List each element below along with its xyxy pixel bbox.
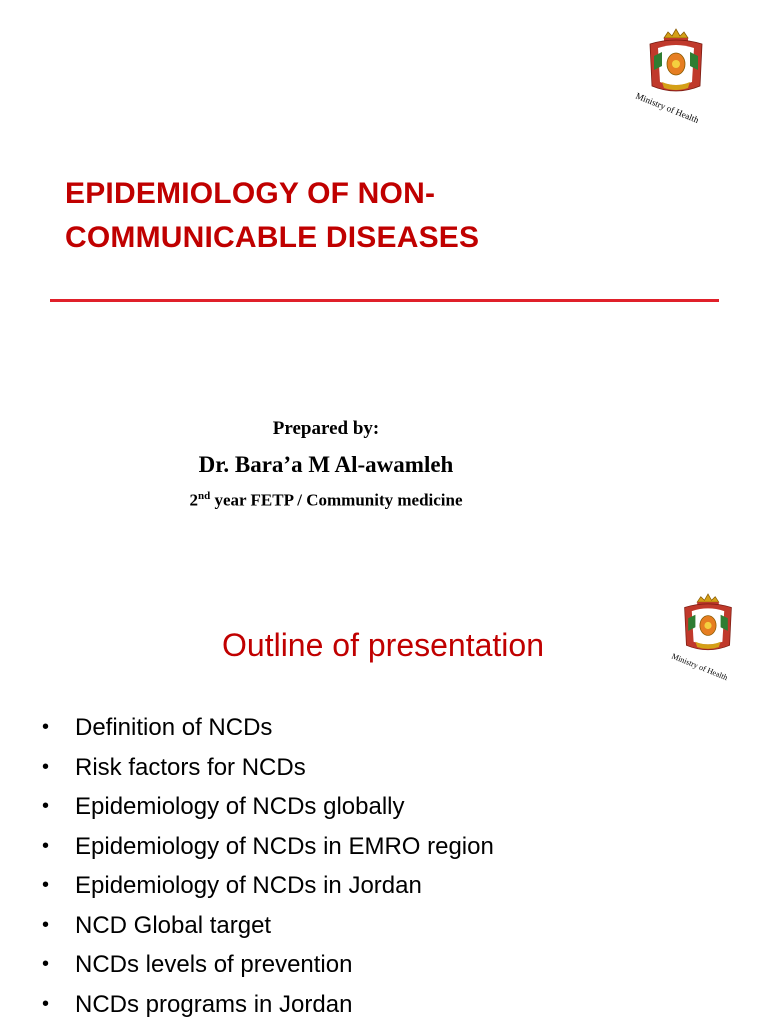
title-line-2: COMMUNICABLE DISEASES [65,221,480,254]
bullet-icon: • [42,716,50,738]
list-item: • Epidemiology of NCDs in EMRO region [40,827,494,867]
bullet-icon: • [42,874,50,896]
list-item: • Definition of NCDs [40,708,494,748]
title-line-1: EPIDEMIOLOGY OF NON- [65,177,436,210]
list-item: • Epidemiology of NCDs in Jordan [40,866,494,906]
bullet-icon: • [42,953,50,975]
bullet-icon: • [42,992,50,1015]
list-item: • Risk factors for NCDs [40,748,494,788]
list-item: • NCD Global target [40,906,494,946]
list-item: • NCDs levels of prevention [40,945,494,985]
outline-title: Outline of presentation [222,627,544,663]
outline-slide [0,576,768,1024]
author-name: Dr. Bara’a M Al-awamleh [198,452,454,477]
list-item: • Epidemiology of NCDs globally [40,787,494,827]
bullet-icon: • [42,755,50,778]
emblem-caption: Ministry of Health [670,651,729,683]
bullet-icon: • [42,834,50,857]
outline-list [40,708,494,1024]
bullet-icon: • [42,795,50,817]
bullet-icon: • [42,913,50,936]
author-role: 2nd year FETP / Community medicine [189,490,463,510]
list-item: • NCDs programs in Jordan [40,985,494,1024]
title-divider [50,299,719,302]
prepared-by-label: Prepared by: [272,418,380,439]
slide-title [65,172,665,260]
emblem-caption: Ministry of Health [634,90,701,126]
